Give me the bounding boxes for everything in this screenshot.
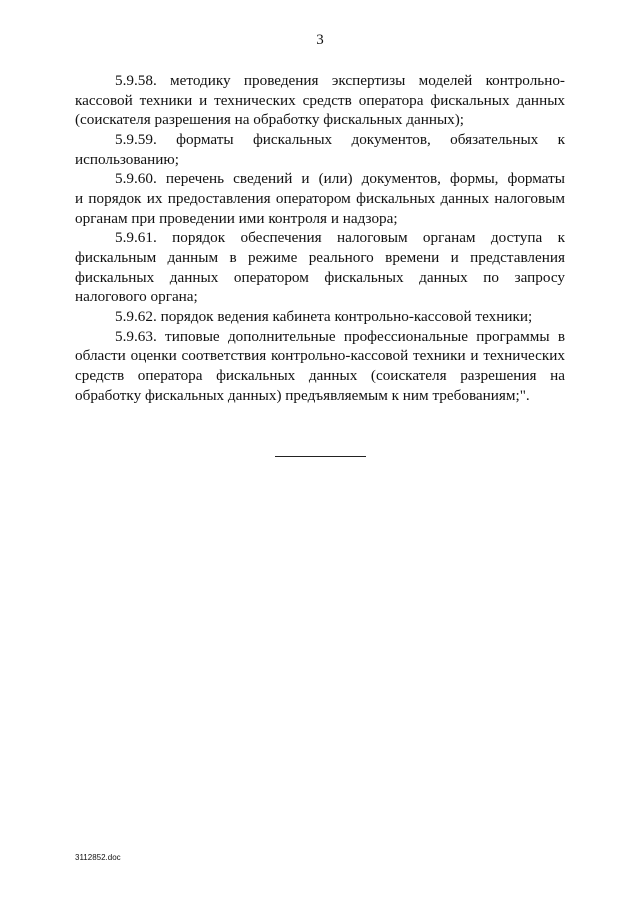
paragraph-line: средств оператора фискальных данных (соискателя разрешения на <box>75 366 565 384</box>
paragraph-line: обработку фискальных данных) предъявляемым к ним требованиям;". <box>75 386 530 404</box>
paragraph-line: налогового органа; <box>75 288 198 306</box>
paragraph-line: фискальным данным в режиме реального времени и представления <box>75 248 565 266</box>
paragraph-line: 5.9.63. типовые дополнительные профессиональные программы в <box>115 327 565 345</box>
document-body <box>75 71 565 405</box>
paragraph-line: области оценки соответствия контрольно-кассовой техники и технических <box>75 347 565 365</box>
paragraph-line: органам при проведении ими контроля и надзора; <box>75 209 398 227</box>
paragraph-line: кассовой техники и технических средств оператора фискальных данных <box>75 91 565 109</box>
paragraph <box>75 327 565 406</box>
paragraph-line: 5.9.58. методику проведения экспертизы моделей контрольно- <box>115 72 565 89</box>
paragraph <box>75 169 565 228</box>
paragraph <box>75 307 565 327</box>
paragraph-line: (соискателя разрешения на обработку фискальных данных); <box>75 111 465 129</box>
paragraph-line: 5.9.61. порядок обеспечения налоговым органам доступа к <box>115 229 565 247</box>
paragraph-line: фискальных данных оператором фискальных данных по запросу <box>75 268 565 286</box>
paragraph-line: 5.9.62. порядок ведения кабинета контрольно-кассовой техники; <box>115 307 533 325</box>
paragraph <box>75 228 565 307</box>
paragraph <box>75 71 565 130</box>
paragraph-line: использованию; <box>75 150 179 168</box>
paragraph-line: 5.9.59. форматы фискальных документов, обязательных к <box>115 130 565 148</box>
paragraph-line: и порядок их предоставления оператором фискальных данных налоговым <box>75 189 565 207</box>
paragraph <box>75 130 565 169</box>
page-number: 3 <box>316 32 324 48</box>
footer-filename: 3112852.doc <box>75 853 121 862</box>
closing-divider <box>275 456 366 457</box>
paragraph-line: 5.9.60. перечень сведений и (или) документов, формы, форматы <box>115 170 565 188</box>
